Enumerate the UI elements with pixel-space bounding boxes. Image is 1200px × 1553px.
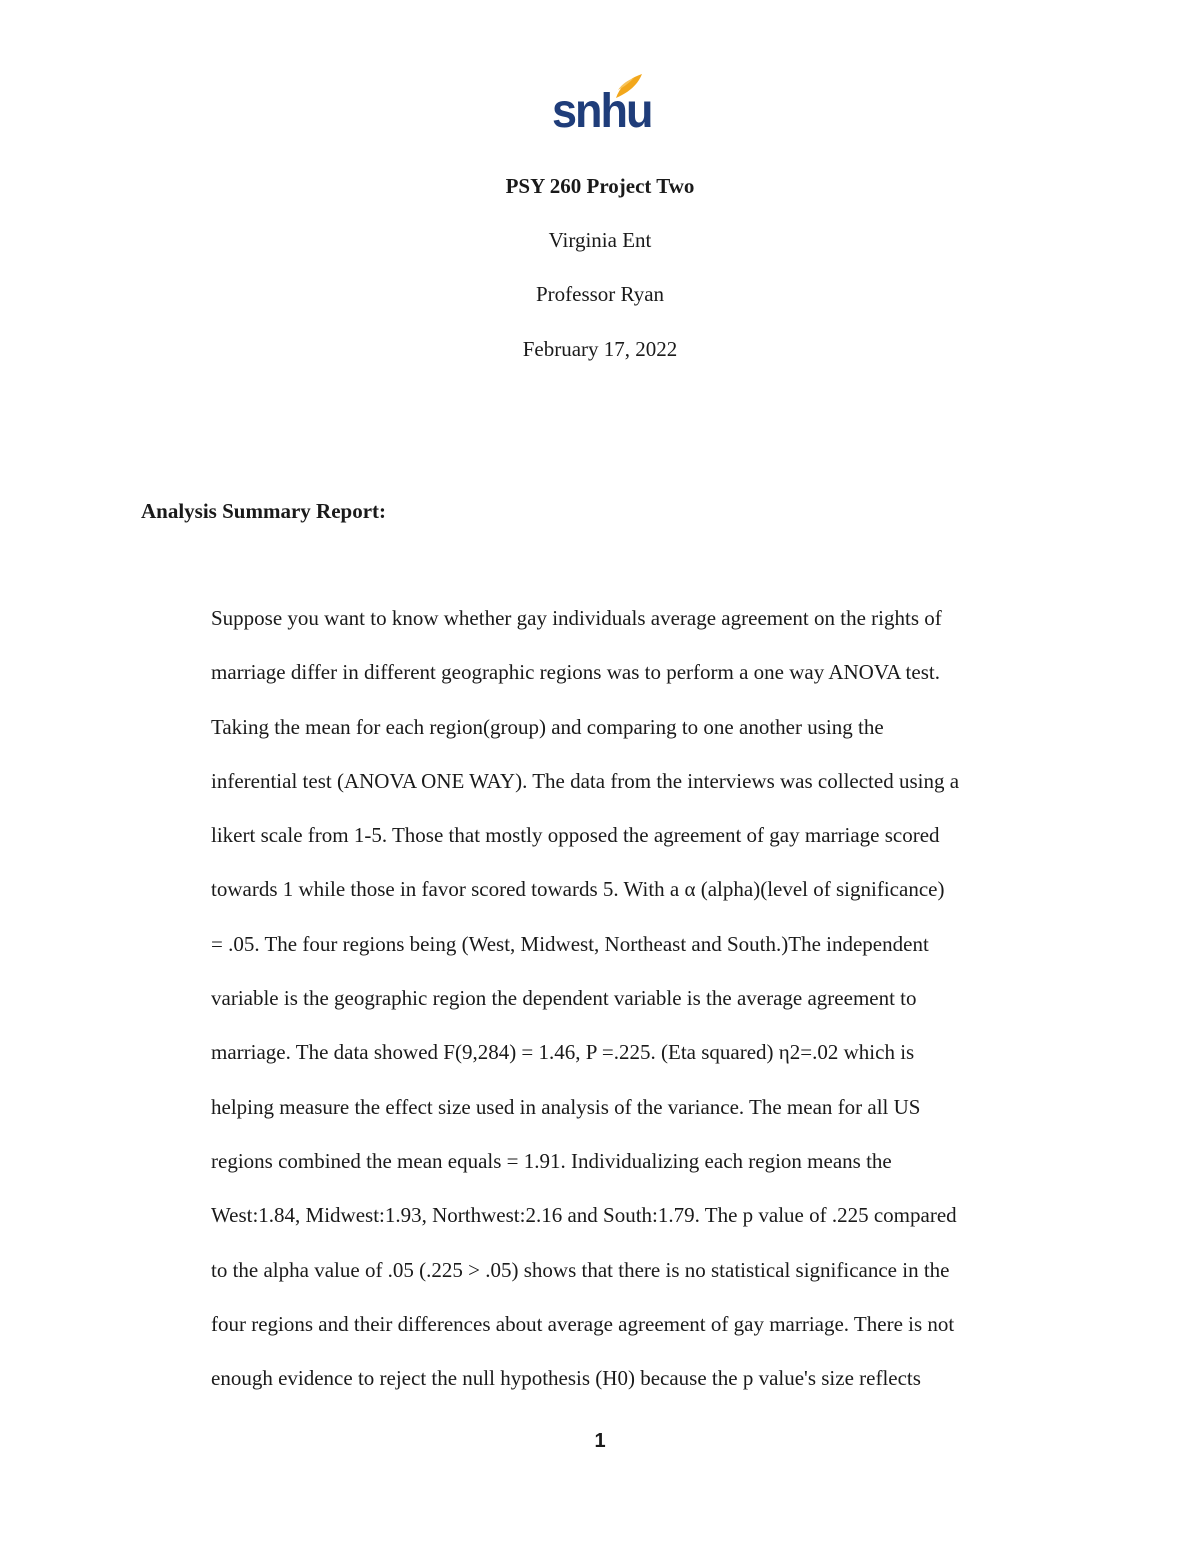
logo-text: snhu bbox=[552, 82, 652, 138]
author-name: Virginia Ent bbox=[548, 228, 652, 252]
body-line: towards 1 while those in favor scored towards 5. With a α (alpha)(level of significance) bbox=[211, 877, 945, 902]
body-line: likert scale from 1-5. Those that mostly opposed the agreement of gay marriage scored bbox=[211, 823, 940, 848]
body-line: marriage differ in different geographic regions was to perform a one way ANOVA test. bbox=[211, 660, 940, 685]
body-line: four regions and their differences about average agreement of gay marriage. There is not bbox=[211, 1311, 955, 1336]
document-date: February 17, 2022 bbox=[522, 337, 678, 361]
body-line: marriage. The data showed F(9,284) = 1.46, P =.225. (Eta squared) η2=.02 which is bbox=[211, 1040, 915, 1065]
page-number: 1 bbox=[594, 1430, 606, 1452]
body-line: = .05. The four regions being (West, Midwest, Northeast and South.)The independent bbox=[211, 931, 929, 956]
body-line: helping measure the effect size used in analysis of the variance. The mean for all US bbox=[211, 1094, 921, 1119]
body-line: Taking the mean for each region(group) and comparing to one another using the bbox=[211, 714, 884, 739]
section-heading: Analysis Summary Report: bbox=[141, 499, 386, 523]
document-title: PSY 260 Project Two bbox=[505, 174, 695, 198]
body-line: inferential test (ANOVA ONE WAY). The data from the interviews was collected using a bbox=[211, 768, 960, 793]
body-line: West:1.84, Midwest:1.93, Northwest:2.16 and South:1.79. The p value of .225 compared bbox=[211, 1203, 957, 1228]
body-line: Suppose you want to know whether gay individuals average agreement on the rights of bbox=[211, 606, 942, 630]
body-line: enough evidence to reject the null hypothesis (H0) because the p value's size reflects bbox=[211, 1366, 921, 1391]
snhu-logo bbox=[552, 72, 652, 138]
body-line: variable is the geographic region the dependent variable is the average agreement to bbox=[211, 986, 917, 1011]
body-line: regions combined the mean equals = 1.91. Individualizing each region means the bbox=[211, 1148, 892, 1173]
body-paragraph bbox=[211, 600, 1071, 1414]
body-line: to the alpha value of .05 (.225 > .05) shows that there is no statistical significance in the bbox=[211, 1257, 950, 1282]
professor-name: Professor Ryan bbox=[535, 282, 665, 306]
